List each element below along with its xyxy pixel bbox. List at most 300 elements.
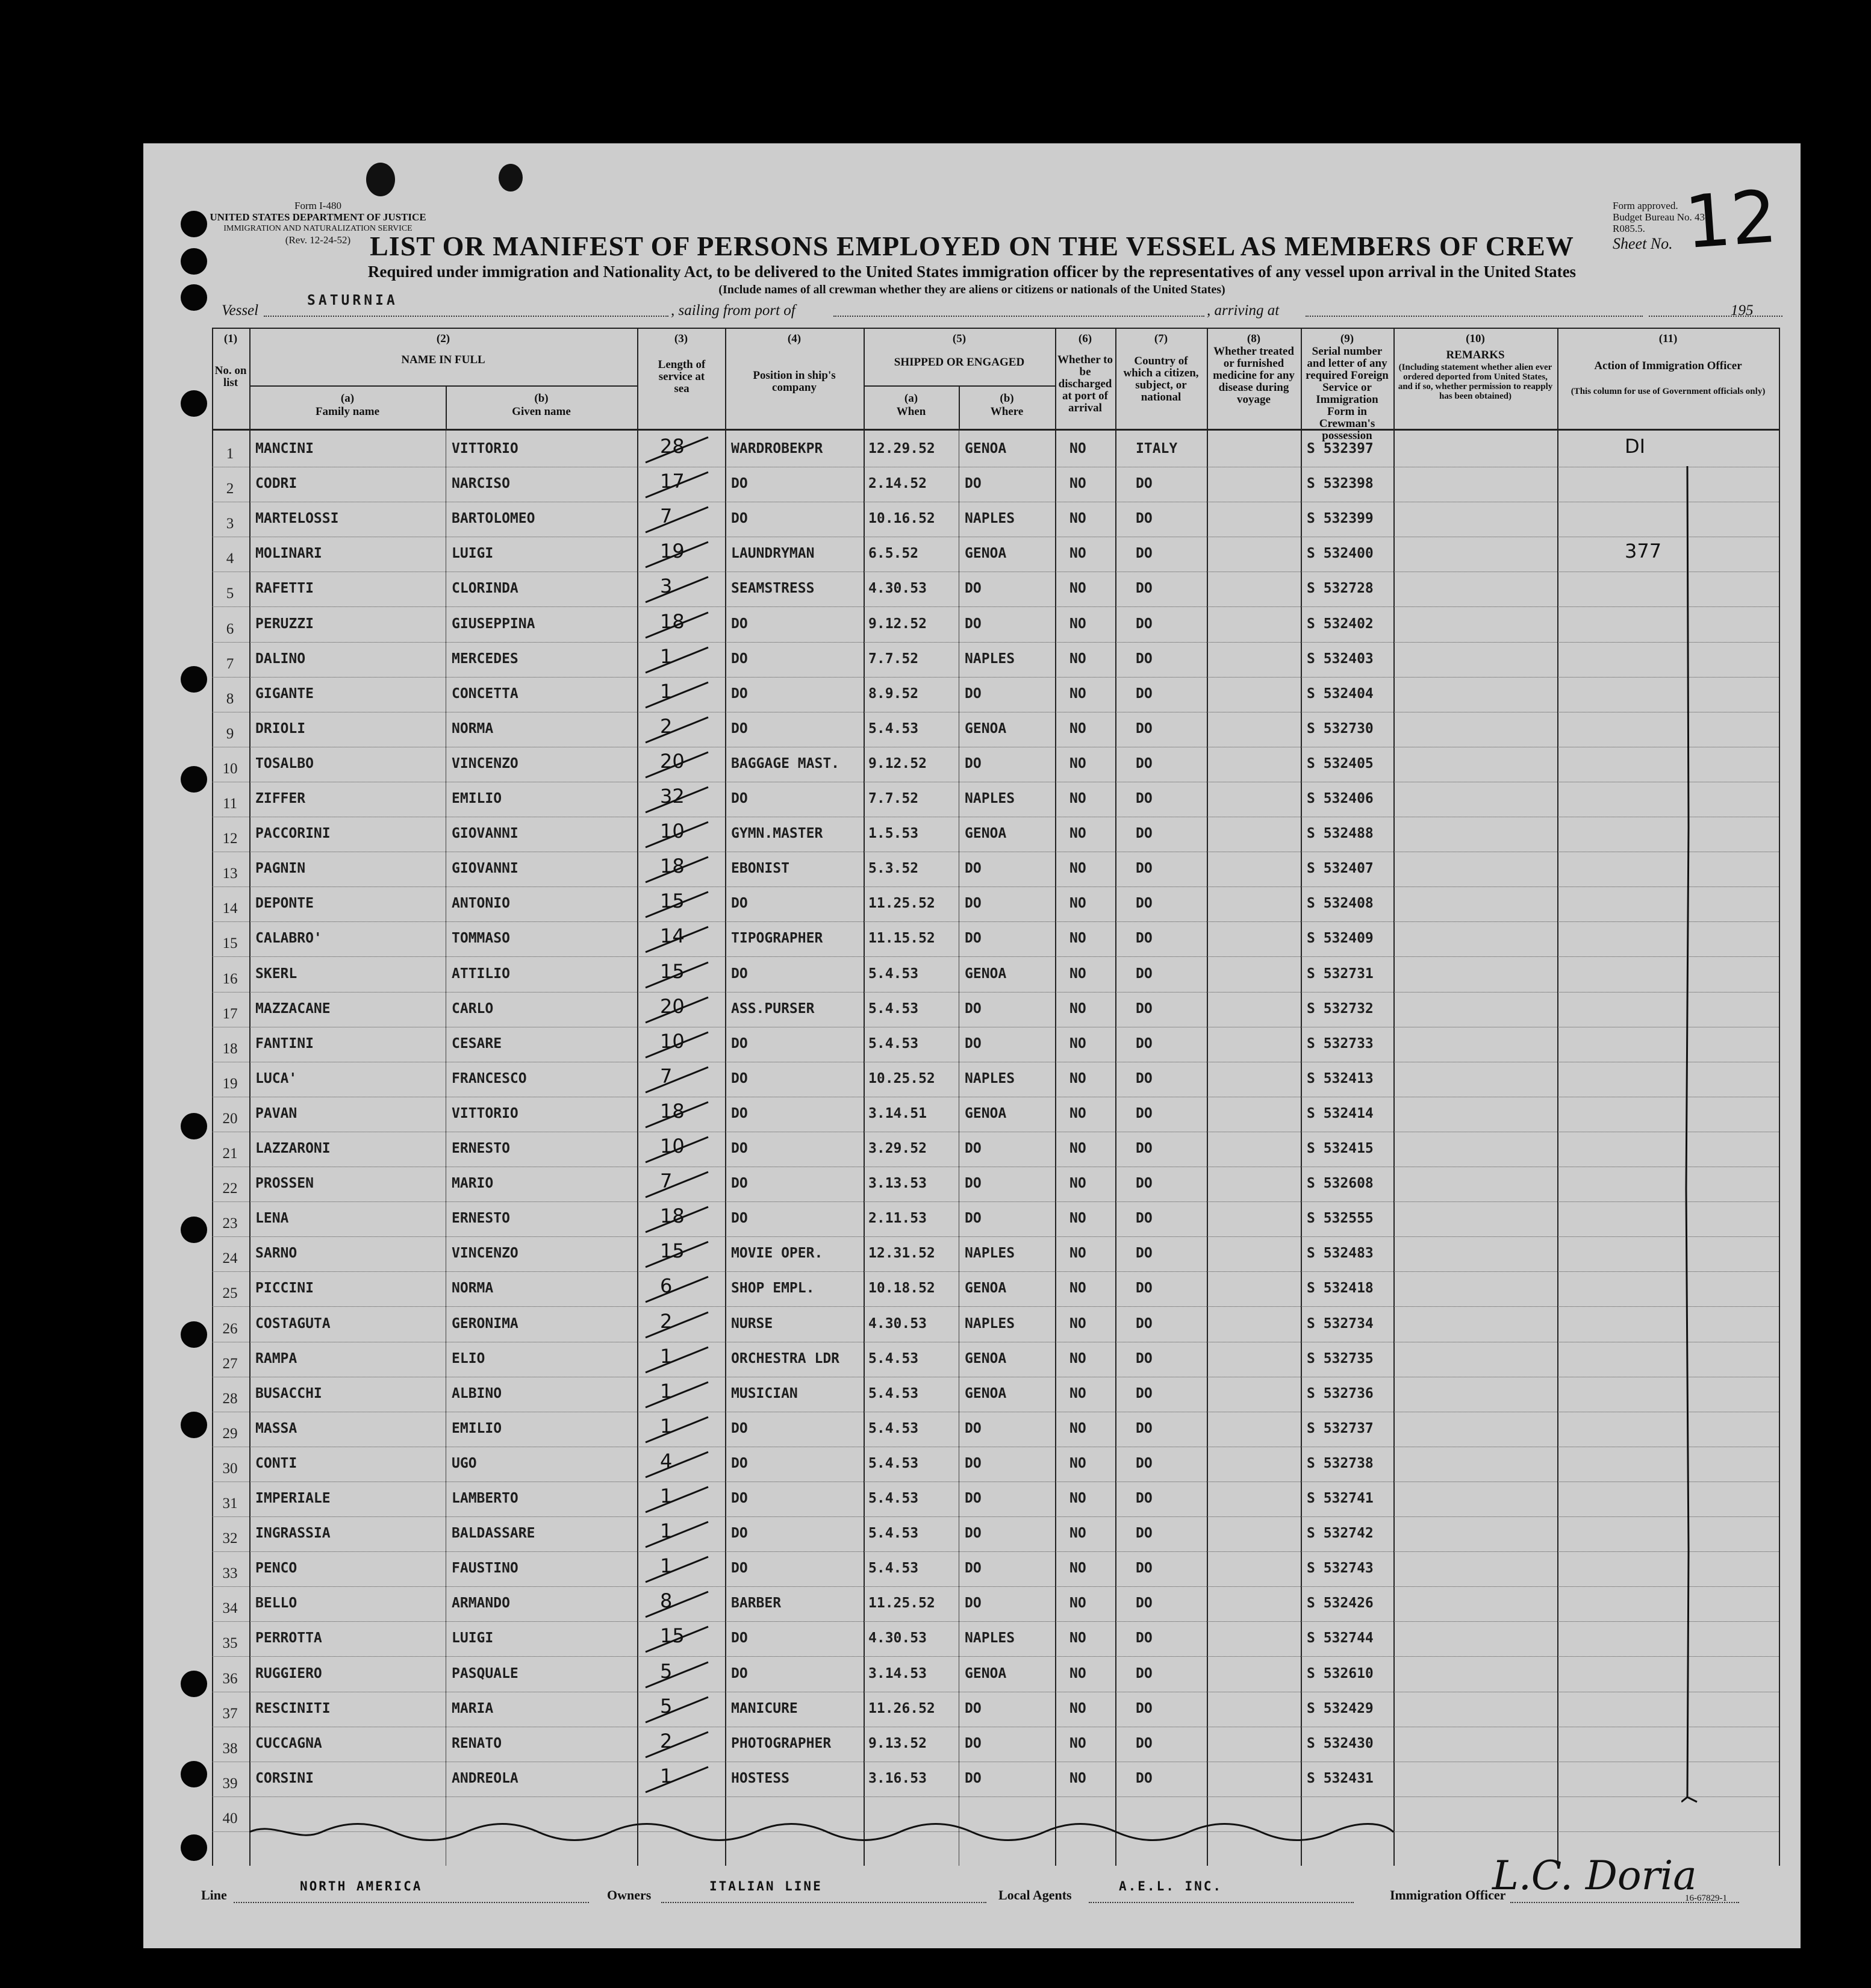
- table-row: [212, 678, 1779, 712]
- table-row: [212, 747, 1779, 782]
- serial-number-cell: S 532734: [1307, 1315, 1374, 1332]
- family-name-cell: RAMPA: [255, 1350, 297, 1366]
- service-check-mark: [641, 502, 713, 536]
- service-check-mark: [641, 958, 713, 991]
- service-length-cell: 20: [660, 994, 685, 1018]
- service-length-cell: 32: [660, 785, 685, 808]
- sheet-number-label: Sheet No.: [1613, 235, 1673, 252]
- shipped-where-cell: DO: [965, 1176, 982, 1192]
- col-3-number: (3): [674, 332, 688, 345]
- table-row: [212, 1727, 1779, 1762]
- discharge-cell: NO: [1069, 720, 1086, 737]
- family-name-cell: SARNO: [255, 1245, 297, 1262]
- row-number: 37: [222, 1705, 238, 1722]
- col-7-header: Country of which a citizen, subject, or national: [1123, 355, 1199, 404]
- service-length-cell: 15: [660, 959, 685, 983]
- row-number: 18: [222, 1040, 238, 1057]
- serial-number-cell: S 532730: [1307, 720, 1374, 737]
- discharge-cell: NO: [1069, 441, 1086, 456]
- serial-number-cell: S 532405: [1307, 755, 1374, 771]
- shipped-where-cell: GENOA: [965, 720, 1007, 737]
- family-name-cell: PICCINI: [255, 1280, 314, 1297]
- col-11-header: Action of Immigration Officer: [1594, 360, 1742, 372]
- shipped-where-cell: NAPLES: [965, 511, 1015, 527]
- row-number: 4: [226, 550, 234, 567]
- position-cell: BAGGAGE MAST.: [731, 755, 840, 771]
- row-number: 25: [222, 1285, 238, 1302]
- service-check-mark: [641, 608, 713, 641]
- col-2-header: NAME IN FULL: [401, 354, 485, 366]
- serial-number-cell: S 532483: [1307, 1245, 1374, 1262]
- row-number: 17: [222, 1005, 238, 1022]
- position-cell: WARDROBEKPR: [731, 441, 823, 456]
- family-name-cell: PROSSEN: [255, 1176, 314, 1192]
- row-number: 15: [222, 935, 238, 952]
- vessel-name: SATURNIA: [307, 293, 398, 308]
- table-row: [212, 643, 1779, 678]
- row-number: 39: [222, 1775, 238, 1792]
- col-1-header: No. on list: [214, 364, 247, 389]
- discharge-cell: NO: [1069, 1595, 1086, 1612]
- family-name-cell: PENCO: [255, 1560, 297, 1577]
- manifest-note: (Include names of all crewman whether they are aliens or citizens or nationals of the United States): [718, 283, 1225, 296]
- position-cell: DO: [731, 685, 748, 702]
- discharge-cell: NO: [1069, 1491, 1086, 1506]
- position-cell: HOSTESS: [731, 1770, 789, 1786]
- shipped-where-cell: GENOA: [965, 965, 1007, 982]
- discharge-cell: NO: [1069, 1630, 1086, 1647]
- shipped-where-cell: DO: [965, 1000, 982, 1017]
- shipped-where-cell: NAPLES: [965, 650, 1015, 667]
- family-name-cell: PACCORINI: [255, 826, 331, 842]
- row-number: 33: [222, 1565, 238, 1582]
- position-cell: MANICURE: [731, 1700, 798, 1716]
- discharge-cell: NO: [1069, 1735, 1086, 1751]
- owners-label: Owners: [607, 1887, 652, 1902]
- serial-number-cell: S 532413: [1307, 1070, 1374, 1086]
- country-cell: ITALY: [1136, 441, 1178, 456]
- shipped-where-cell: DO: [965, 1525, 982, 1542]
- country-cell: DO: [1136, 685, 1153, 702]
- officer-action-cell: 377: [1625, 540, 1662, 563]
- row-number: 13: [222, 865, 238, 882]
- shipped-where-cell: DO: [965, 685, 982, 702]
- shipped-where-cell: DO: [965, 1735, 982, 1751]
- table-row: [212, 887, 1779, 922]
- header-bottom-rule: [212, 429, 1779, 431]
- given-name-cell: LUIGI: [452, 546, 494, 562]
- family-name-cell: LENA: [255, 1211, 289, 1227]
- family-name-cell: RAFETTI: [255, 581, 314, 597]
- shipped-when-cell: 7.7.52: [868, 791, 919, 806]
- country-cell: DO: [1136, 546, 1153, 562]
- row-number: 31: [222, 1495, 238, 1512]
- shipped-when-cell: 11.26.52: [868, 1700, 935, 1716]
- family-name-cell: RUGGIERO: [255, 1665, 322, 1681]
- shipped-where-cell: DO: [965, 896, 982, 912]
- discharge-cell: NO: [1069, 546, 1086, 562]
- table-row: [212, 432, 1779, 467]
- service-length-cell: 1: [660, 1764, 673, 1787]
- family-name-cell: COSTAGUTA: [255, 1315, 331, 1332]
- position-cell: PHOTOGRAPHER: [731, 1735, 832, 1751]
- col-7-number: (7): [1154, 332, 1168, 345]
- table-row: [212, 1447, 1779, 1482]
- shipped-when-cell: 4.30.53: [868, 1315, 927, 1332]
- punch-hole: [181, 390, 207, 417]
- discharge-cell: NO: [1069, 685, 1086, 702]
- shipped-when-cell: 5.4.53: [868, 1035, 919, 1052]
- table-row: [212, 1762, 1779, 1797]
- family-name-cell: CALABRO': [255, 930, 322, 947]
- shipped-when-cell: 3.16.53: [868, 1770, 927, 1786]
- shipped-when-cell: 2.14.52: [868, 476, 927, 492]
- table-row: [212, 1692, 1779, 1727]
- col-5-number: (5): [952, 332, 967, 345]
- family-name-cell: CUCCAGNA: [255, 1735, 322, 1751]
- country-cell: DO: [1136, 1700, 1153, 1716]
- local-agents-field-line: [1089, 1902, 1354, 1903]
- table-top-rule: [212, 328, 1779, 329]
- family-name-cell: MOLINARI: [255, 546, 322, 562]
- shipped-where-cell: GENOA: [965, 1280, 1007, 1297]
- shipped-when-cell: 6.5.52: [868, 546, 919, 562]
- service-check-mark: [641, 1447, 713, 1481]
- service-check-mark: [641, 572, 713, 606]
- given-name-cell: CESARE: [452, 1035, 502, 1052]
- service-length-cell: 28: [660, 435, 685, 458]
- given-name-cell: LAMBERTO: [452, 1491, 518, 1506]
- discharge-cell: NO: [1069, 826, 1086, 842]
- position-cell: DO: [731, 1630, 748, 1647]
- position-cell: DO: [731, 615, 748, 632]
- position-cell: SHOP EMPL.: [731, 1280, 815, 1297]
- service-check-mark: [641, 678, 713, 711]
- shipped-where-cell: NAPLES: [965, 1245, 1015, 1262]
- service-length-cell: 1: [660, 644, 673, 668]
- line-field-line: [234, 1902, 589, 1903]
- table-row: [212, 1622, 1779, 1657]
- service-length-cell: 10: [660, 1135, 685, 1158]
- col-11-number: (11): [1658, 332, 1678, 345]
- given-name-cell: FRANCESCO: [452, 1070, 527, 1086]
- service-check-mark: [641, 1517, 713, 1551]
- shipped-when-cell: 8.9.52: [868, 685, 919, 702]
- punch-hole: [181, 1671, 207, 1697]
- country-cell: DO: [1136, 1211, 1153, 1227]
- col-3-header: Length of service at sea: [658, 358, 706, 395]
- position-cell: DO: [731, 511, 748, 527]
- date-field-line: [1649, 316, 1782, 317]
- given-name-cell: ERNESTO: [452, 1211, 510, 1227]
- shipped-where-cell: DO: [965, 1420, 982, 1436]
- given-name-cell: MARIO: [452, 1176, 494, 1192]
- given-name-cell: ANDREOLA: [452, 1770, 518, 1786]
- table-row: [212, 1272, 1779, 1307]
- service-length-cell: 4: [660, 1449, 673, 1472]
- given-name-cell: PASQUALE: [452, 1665, 518, 1681]
- table-row: [212, 1062, 1779, 1097]
- immigration-officer-label: Immigration Officer: [1390, 1887, 1506, 1902]
- country-cell: DO: [1136, 1420, 1153, 1436]
- country-cell: DO: [1136, 1245, 1153, 1262]
- table-row: [212, 1307, 1779, 1342]
- family-name-cell: BUSACCHI: [255, 1385, 322, 1401]
- given-name-cell: EMILIO: [452, 791, 502, 806]
- local-agents-value: A.E.L. INC.: [1119, 1879, 1223, 1893]
- serial-number-cell: S 532608: [1307, 1176, 1374, 1192]
- given-name-cell: ATTILIO: [452, 965, 510, 982]
- shipped-when-cell: 5.4.53: [868, 1000, 919, 1017]
- position-cell: MOVIE OPER.: [731, 1245, 823, 1262]
- shipped-when-cell: 3.14.53: [868, 1665, 927, 1681]
- row-number: 9: [226, 725, 234, 742]
- service-length-cell: 18: [660, 609, 685, 633]
- punch-hole: [181, 1217, 207, 1243]
- manifest-subtitle: Required under immigration and Nationality Act, to be delivered to the United States immigration officer by the representatives of any vessel upon arrival in the United States: [367, 263, 1577, 281]
- serial-number-cell: S 532418: [1307, 1280, 1374, 1297]
- punch-hole: [181, 666, 207, 693]
- table-edge: [1779, 328, 1780, 1866]
- discharge-cell: NO: [1069, 1280, 1086, 1297]
- position-cell: DO: [731, 1141, 748, 1156]
- line-label: Line: [201, 1887, 227, 1902]
- local-agents-label: Local Agents: [998, 1887, 1072, 1902]
- given-name-cell: VINCENZO: [452, 1245, 518, 1262]
- country-cell: DO: [1136, 930, 1153, 947]
- col-6-header: Whether to be discharged at port of arrival: [1057, 354, 1113, 414]
- row-number: 36: [222, 1670, 238, 1687]
- shipped-where-cell: DO: [965, 1035, 982, 1052]
- shipped-where-cell: DO: [965, 930, 982, 947]
- shipped-when-cell: 9.13.52: [868, 1735, 927, 1751]
- service-check-mark: [641, 537, 713, 571]
- shipped-when-cell: 4.30.53: [868, 1630, 927, 1647]
- serial-number-cell: S 532732: [1307, 1000, 1374, 1017]
- discharge-cell: NO: [1069, 1525, 1086, 1542]
- service-check-mark: [641, 1272, 713, 1306]
- given-name-cell: ELIO: [452, 1350, 485, 1366]
- serial-number-cell: S 532430: [1307, 1735, 1374, 1751]
- service-length-cell: 10: [660, 820, 685, 843]
- shipped-when-cell: 5.4.53: [868, 1525, 919, 1542]
- family-name-cell: IMPERIALE: [255, 1491, 331, 1506]
- table-row: [212, 467, 1779, 502]
- service-check-mark: [641, 1692, 713, 1726]
- shipped-where-cell: GENOA: [965, 441, 1007, 456]
- table-row: [212, 958, 1779, 992]
- country-cell: DO: [1136, 1070, 1153, 1086]
- row-number: 10: [222, 760, 238, 777]
- given-name-cell: VINCENZO: [452, 755, 518, 771]
- position-cell: DO: [731, 1176, 748, 1192]
- table-row: [212, 992, 1779, 1027]
- discharge-cell: NO: [1069, 511, 1086, 527]
- col-5b-header: Where: [990, 405, 1024, 418]
- shipped-where-cell: GENOA: [965, 1385, 1007, 1401]
- shipped-when-cell: 11.25.52: [868, 1595, 935, 1612]
- serial-number-cell: S 532743: [1307, 1560, 1374, 1577]
- given-name-cell: GIUSEPPINA: [452, 615, 535, 632]
- serial-number-cell: S 532738: [1307, 1455, 1374, 1471]
- shipped-where-cell: GENOA: [965, 826, 1007, 842]
- service-length-cell: 7: [660, 505, 673, 528]
- discharge-cell: NO: [1069, 755, 1086, 771]
- discharge-cell: NO: [1069, 896, 1086, 912]
- service-length-cell: 1: [660, 1554, 673, 1578]
- family-name-cell: MASSA: [255, 1420, 297, 1436]
- country-cell: DO: [1136, 650, 1153, 667]
- discharge-cell: NO: [1069, 650, 1086, 667]
- given-name-cell: ANTONIO: [452, 896, 510, 912]
- discharge-cell: NO: [1069, 1176, 1086, 1192]
- serial-number-cell: S 532399: [1307, 511, 1374, 527]
- col-11-subheader: (This column for use of Government officials only): [1571, 387, 1766, 396]
- given-name-cell: BARTOLOMEO: [452, 511, 535, 527]
- row-number: 22: [222, 1180, 238, 1197]
- country-cell: DO: [1136, 1665, 1153, 1681]
- table-row: [212, 1237, 1779, 1272]
- service-check-mark: [641, 922, 713, 956]
- country-cell: DO: [1136, 1770, 1153, 1786]
- discharge-cell: NO: [1069, 930, 1086, 947]
- family-name-cell: CODRI: [255, 476, 297, 492]
- agency-subline: IMMIGRATION AND NATURALIZATION SERVICE: [223, 224, 412, 233]
- family-name-cell: PAVAN: [255, 1105, 297, 1121]
- given-name-cell: GIOVANNI: [452, 861, 518, 877]
- discharge-cell: NO: [1069, 791, 1086, 806]
- service-check-mark: [641, 817, 713, 851]
- country-cell: DO: [1136, 1176, 1153, 1192]
- family-name-cell: CORSINI: [255, 1770, 314, 1786]
- service-length-cell: 18: [660, 1099, 685, 1123]
- row-number: 16: [222, 970, 238, 987]
- position-cell: DO: [731, 896, 748, 912]
- position-cell: LAUNDRYMAN: [731, 546, 815, 562]
- discharge-cell: NO: [1069, 476, 1086, 492]
- serial-number-cell: S 532733: [1307, 1035, 1374, 1052]
- country-cell: DO: [1136, 1385, 1153, 1401]
- shipped-where-cell: DO: [965, 1455, 982, 1471]
- shipped-where-cell: NAPLES: [965, 791, 1015, 806]
- shipped-where-cell: NAPLES: [965, 1315, 1015, 1332]
- country-cell: DO: [1136, 965, 1153, 982]
- service-check-mark: [641, 1412, 713, 1446]
- row-number: 29: [222, 1425, 238, 1442]
- position-cell: DO: [731, 1455, 748, 1471]
- row-number: 11: [222, 796, 238, 812]
- row-number: 28: [222, 1390, 238, 1407]
- given-name-cell: RENATO: [452, 1735, 502, 1751]
- service-length-cell: 18: [660, 1204, 685, 1228]
- position-cell: BARBER: [731, 1595, 782, 1612]
- owners-field-line: [661, 1902, 986, 1903]
- given-name-cell: MARIA: [452, 1700, 494, 1716]
- shipped-where-cell: DO: [965, 476, 982, 492]
- sailing-from-field-line: [833, 316, 1204, 317]
- sailing-from-label: , sailing from port of: [671, 302, 795, 319]
- table-row: [212, 1132, 1779, 1167]
- family-name-cell: PERROTTA: [255, 1630, 322, 1647]
- row-number: 2: [226, 481, 234, 497]
- service-check-mark: [641, 747, 713, 781]
- ink-blot: [499, 164, 523, 192]
- given-name-cell: EMILIO: [452, 1420, 502, 1436]
- shipped-when-cell: 9.12.52: [868, 615, 927, 632]
- service-check-mark: [641, 1587, 713, 1621]
- punch-hole: [181, 1321, 207, 1348]
- family-name-cell: PAGNIN: [255, 861, 306, 877]
- table-row: [212, 1377, 1779, 1412]
- shipped-when-cell: 5.3.52: [868, 861, 919, 877]
- shipped-where-cell: DO: [965, 1595, 982, 1612]
- serial-number-cell: S 532404: [1307, 685, 1374, 702]
- table-row: [212, 852, 1779, 887]
- service-length-cell: 5: [660, 1659, 673, 1683]
- service-length-cell: 3: [660, 575, 673, 598]
- table-row: [212, 712, 1779, 747]
- country-cell: DO: [1136, 476, 1153, 492]
- service-check-mark: [641, 1552, 713, 1586]
- col-5a-number: (a): [904, 392, 918, 405]
- discharge-cell: NO: [1069, 1455, 1086, 1471]
- table-row: [212, 1657, 1779, 1692]
- country-cell: DO: [1136, 826, 1153, 842]
- sheet-number-handwritten: 12: [1682, 175, 1780, 266]
- serial-number-cell: S 532736: [1307, 1385, 1374, 1401]
- shipped-where-cell: DO: [965, 861, 982, 877]
- family-name-cell: SKERL: [255, 965, 297, 982]
- service-check-mark: [641, 1167, 713, 1201]
- given-name-cell: MERCEDES: [452, 650, 518, 667]
- table-row: [212, 1167, 1779, 1202]
- service-check-mark: [641, 1482, 713, 1516]
- discharge-cell: NO: [1069, 1000, 1086, 1017]
- service-length-cell: 7: [660, 1170, 673, 1193]
- discharge-cell: NO: [1069, 1770, 1086, 1786]
- budget-bureau-line: Budget Bureau No. 43-R085.5.: [1613, 211, 1708, 234]
- col-2a-header: Family name: [315, 405, 380, 418]
- table-row: [212, 1482, 1779, 1517]
- table-row: [212, 817, 1779, 852]
- country-cell: DO: [1136, 720, 1153, 737]
- shipped-where-cell: DO: [965, 1141, 982, 1156]
- serial-number-cell: S 532414: [1307, 1105, 1374, 1121]
- shipped-when-cell: 12.29.52: [868, 441, 935, 456]
- service-check-mark: [641, 1762, 713, 1796]
- serial-number-cell: S 532429: [1307, 1700, 1374, 1716]
- owners-value: ITALIAN LINE: [709, 1879, 823, 1893]
- service-length-cell: 18: [660, 855, 685, 878]
- discharge-cell: NO: [1069, 965, 1086, 982]
- col-5-header: SHIPPED OR ENGAGED: [894, 356, 1025, 369]
- row-number: 35: [222, 1635, 238, 1652]
- manifest-title: LIST OR MANIFEST OF PERSONS EMPLOYED ON THE VESSEL AS MEMBERS OF CREW: [370, 231, 1574, 261]
- row-number: 5: [226, 585, 234, 602]
- service-check-mark: [641, 467, 713, 501]
- discharge-cell: NO: [1069, 1665, 1086, 1681]
- row-number: 38: [222, 1740, 238, 1757]
- shipped-where-cell: NAPLES: [965, 1070, 1015, 1086]
- given-name-cell: LUIGI: [452, 1630, 494, 1647]
- form-revision: (Rev. 12-24-52): [285, 234, 351, 246]
- family-name-cell: PERUZZI: [255, 615, 314, 632]
- given-name-cell: GIOVANNI: [452, 826, 518, 842]
- service-check-mark: [641, 1622, 713, 1656]
- serial-number-cell: S 532744: [1307, 1630, 1374, 1647]
- family-name-cell: TOSALBO: [255, 755, 314, 771]
- serial-number-cell: S 532741: [1307, 1491, 1374, 1506]
